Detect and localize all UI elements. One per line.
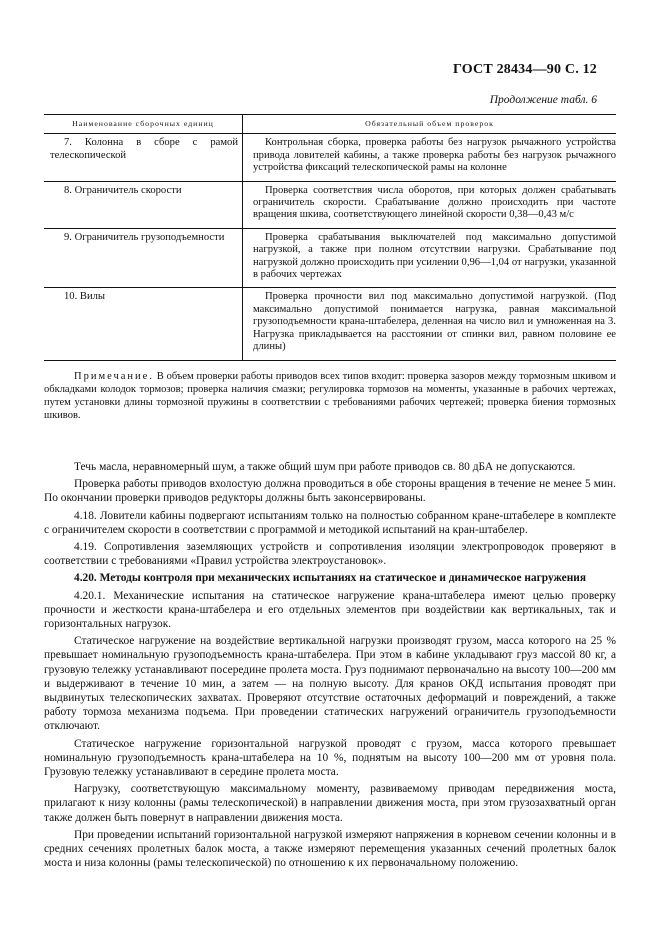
table-continuation-label: Продолжение табл. 6 — [489, 94, 597, 106]
paragraph: 4.19. Сопротивления заземляющих устройств и сопротивления изоляции электропроводок проверяют в соответствии с требованиями «Правил устройства электроустановок». — [44, 541, 616, 568]
paragraph: Статическое нагружение на воздействие вертикальной нагрузки производят грузом, масса которого на 25 % превышает номинальную грузоподъемность крана-штабелера. При этом в кабине укладывают груз массой 80 кг, а грузовую тележку устанавливают посередине пролета моста. Груз поднимают первоначально на высоту 100—200 мм и выдерживают в течение 10 мин, а затем — на полную высоту. Для кранов ОКД испытания проводят при выдвинутых телескопических захватах. Проверяют отсутствие остаточных деформаций и повреждений, а также работу тормоза механизма подъема. При проведении статических нагружений ограничитель грузоподъемности отключают. — [44, 635, 616, 733]
paragraph: При проведении испытаний горизонтальной нагрузкой измеряют напряжения в корневом сечении колонны и в средних сечениях пролетных балок моста, а также измеряют перемещения указанных сечений пролетных балок моста и низа колонны (рамы телескопической) по отношению к их первоначальному положению. — [44, 828, 616, 870]
table-cell-desc — [243, 288, 617, 360]
paragraph: Статическое нагружение горизонтальной нагрузкой проводят с грузом, масса которого превышает номинальную грузоподъемность крана-штабелера на 10 %, поднятым на высоту 100—200 мм от уровня пола. Грузовую тележку устанавливают в середине пролета моста. — [44, 737, 616, 779]
table-cell-name — [44, 288, 243, 360]
row-name: 7. Колонна в сборе с рамой телескопической — [50, 137, 238, 161]
table-row — [44, 228, 616, 288]
body-text — [44, 460, 616, 870]
table-row — [44, 288, 616, 360]
note-label: Примечание. — [74, 371, 154, 382]
inspection-table — [44, 114, 616, 361]
paragraph: 4.18. Ловители кабины подвергают испытаниям только на полностью собранном кране-штабелере в комплекте с ограничителем скорости в соответствии с программой и методикой испытаний на кран-штабелер. — [44, 509, 616, 536]
paragraph: 4.20.1. Механические испытания на статическое нагружение крана-штабелера имеют целью проверку прочности и жесткости крана-штабелера и его отдельных элементов при воздействии как вертикальных, так и горизонтальных нагрузок. — [44, 589, 616, 631]
section-heading: 4.20. Методы контроля при механических испытаниях на статическое и динамическое нагружения — [74, 572, 586, 585]
row-name: 10. Вилы — [64, 291, 106, 303]
note-text: В объем проверки работы приводов всех типов входит: проверка зазоров между тормозным шкивом и обкладками колодок тормозов; проверка наличия смазки; регулировка тормозов на моменты, указанные в рабочих чертежах, путем установки длины тормозной пружины в соответствии с требованиями рабочих чертежей; проверка биения тормозных шкивов. — [44, 371, 617, 421]
row-desc: Проверка соответствия числа оборотов, при которых должен срабатывать ограничитель скорости. Срабатывание должно происходить при частоте вращения шкива, соответствующего линейной скорости 0,38—0,43 м/с — [253, 184, 616, 221]
row-desc: Проверка срабатывания выключателей под максимально допустимой нагрузкой, а также при полном отсутствии нагрузки. Срабатывание под нагрузкой должно происходить при усилении 0,96—1,04 от нагрузки, указанной в рабочих чертежах — [253, 231, 616, 281]
column-header-assembly-units: Наименование сборочных единиц — [44, 115, 243, 134]
table-note — [44, 370, 616, 422]
table-cell-desc — [243, 134, 617, 181]
paragraph: Проверка работы приводов вхолостую должна проводиться в обе стороны вращения в течение не менее 5 мин. По окончании проверки приводов редукторы должны быть законсервированы. — [44, 478, 616, 505]
row-name: 9. Ограничитель грузоподъемности — [64, 231, 225, 243]
row-desc: Проверка прочности вил под максимально допустимой нагрузкой. (Под максимально допустимой понимается нагрузка, равная максимальной грузоподъемности крана-штабелера, деленная на число вил и умноженная на 3. Нагрузка прикладывается на расстоянии от спинки вил, равном половине ее длины) — [253, 291, 616, 353]
column-header-required-checks: Обязательный объем проверок — [243, 115, 617, 134]
paragraph: Нагрузку, соответствующую максимальному моменту, развиваемому приводам передвижения моста, прилагают к низу колонны (рамы телескопической) в направлении движения моста, при этом грузозахватный орган также должен быть повернут в направлении движения моста. — [44, 783, 616, 824]
table-header-row — [44, 115, 616, 134]
table-row — [44, 134, 616, 181]
table-row — [44, 181, 616, 228]
table-cell-name — [44, 228, 243, 288]
document-header: ГОСТ 28434—90 С. 12 — [453, 62, 597, 77]
table-cell-desc — [243, 228, 617, 288]
row-name: 8. Ограничитель скорости — [64, 184, 182, 196]
table-cell-desc — [243, 181, 617, 228]
table-cell-name — [44, 181, 243, 228]
row-desc: Контрольная сборка, проверка работы без нагрузок рычажного устройства привода ловителей кабины, а также проверка работы без нагрузок рычажного устройства фиксаций телескопической рамы на колонне — [253, 137, 616, 174]
table-cell-name — [44, 134, 243, 181]
paragraph: Течь масла, неравномерный шум, а также общий шум при работе приводов св. 80 дБА не допускаются. — [74, 461, 576, 473]
